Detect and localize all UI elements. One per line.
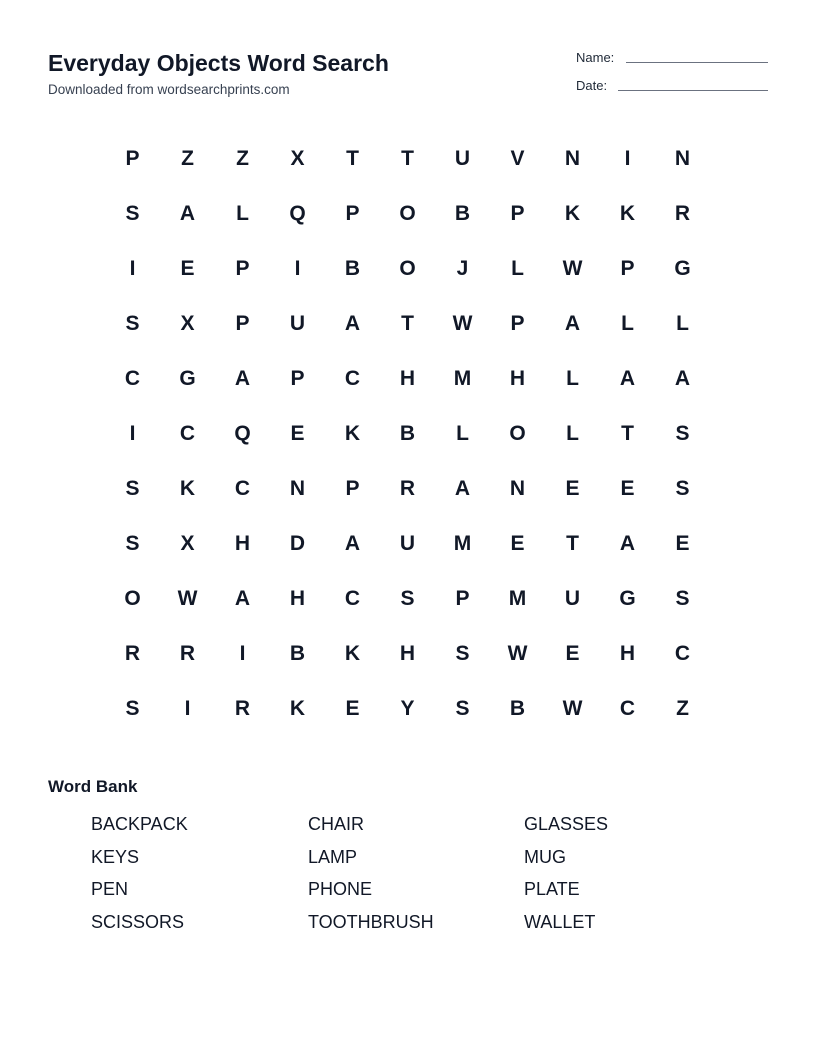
word-bank-item: PLATE bbox=[524, 879, 580, 899]
name-label: Name: bbox=[576, 50, 615, 65]
grid-letter: E bbox=[675, 531, 690, 555]
grid-letter: Z bbox=[181, 146, 194, 170]
word-bank-item: SCISSORS bbox=[91, 911, 185, 932]
grid-letter: C bbox=[674, 641, 691, 665]
grid-letter: E bbox=[290, 421, 305, 445]
grid-letter: S bbox=[125, 311, 140, 335]
grid-letter: A bbox=[234, 586, 251, 610]
grid-letter: R bbox=[399, 476, 416, 500]
word-bank-item: MUG bbox=[524, 846, 566, 867]
grid-letter: K bbox=[344, 641, 361, 665]
grid-letter: A bbox=[344, 531, 361, 555]
word-bank-item: BACKPACK bbox=[91, 814, 188, 834]
grid-letter: Q bbox=[289, 201, 306, 225]
grid-letter: M bbox=[508, 586, 527, 610]
grid-letter: L bbox=[566, 366, 579, 390]
word-bank-item: LAMP bbox=[308, 846, 358, 867]
grid-letter: S bbox=[125, 696, 140, 720]
grid-letter: N bbox=[564, 146, 581, 170]
grid-letter: P bbox=[345, 201, 360, 225]
grid-letter: W bbox=[452, 311, 473, 335]
grid-letter: A bbox=[234, 366, 251, 390]
grid-letter: A bbox=[564, 311, 581, 335]
grid-letter: R bbox=[124, 641, 141, 665]
grid-letter: D bbox=[289, 531, 306, 555]
grid-letter: A bbox=[674, 366, 691, 390]
grid-letter: U bbox=[289, 311, 306, 335]
grid-letter: M bbox=[453, 366, 472, 390]
grid-letter: E bbox=[620, 476, 635, 500]
grid-letter: A bbox=[619, 531, 636, 555]
grid-letter: G bbox=[674, 256, 691, 280]
grid-letter: L bbox=[456, 421, 469, 445]
grid-letter: W bbox=[562, 256, 583, 280]
date-line bbox=[618, 90, 768, 91]
grid-letter: C bbox=[234, 476, 251, 500]
word-bank-item: CHAIR bbox=[308, 814, 365, 834]
grid-letter: R bbox=[674, 201, 691, 225]
grid-letter: O bbox=[399, 256, 416, 280]
word-bank-item: GLASSES bbox=[524, 814, 609, 834]
grid-letter: X bbox=[290, 146, 305, 170]
grid-letter: S bbox=[675, 586, 690, 610]
grid-letter: B bbox=[344, 256, 361, 280]
grid-letter: S bbox=[400, 586, 415, 610]
grid-letter: M bbox=[453, 531, 472, 555]
grid-letter: S bbox=[125, 531, 140, 555]
grid-letter: H bbox=[399, 366, 416, 390]
grid-letter: T bbox=[621, 421, 634, 445]
grid-letter: S bbox=[455, 696, 470, 720]
grid-letter: L bbox=[511, 256, 524, 280]
grid-letter: W bbox=[507, 641, 528, 665]
grid-letter: E bbox=[180, 256, 195, 280]
grid-letter: U bbox=[454, 146, 471, 170]
grid-letter: P bbox=[510, 201, 525, 225]
grid-letter: Q bbox=[234, 421, 251, 445]
grid-letter: V bbox=[510, 146, 525, 170]
grid-letter: P bbox=[125, 146, 140, 170]
grid-letter: U bbox=[399, 531, 416, 555]
source-subtitle: Downloaded from wordsearchprints.com bbox=[48, 82, 290, 97]
grid-letter: K bbox=[564, 201, 581, 225]
word-bank-item: TOOTHBRUSH bbox=[308, 911, 434, 932]
grid-letter: X bbox=[180, 531, 195, 555]
grid-letter: T bbox=[401, 311, 414, 335]
grid-letter: I bbox=[129, 421, 136, 445]
grid-letter: K bbox=[619, 201, 636, 225]
grid-letter: J bbox=[456, 256, 469, 280]
grid-letter: A bbox=[179, 201, 196, 225]
word-bank-list bbox=[91, 812, 741, 942]
word-bank-item: PHONE bbox=[308, 879, 373, 899]
grid-letter: E bbox=[510, 531, 525, 555]
grid-letter: O bbox=[124, 586, 141, 610]
grid-letter: N bbox=[674, 146, 691, 170]
grid-letter: G bbox=[619, 586, 636, 610]
grid-letter: B bbox=[454, 201, 471, 225]
grid-letter: P bbox=[455, 586, 470, 610]
grid-letter: E bbox=[565, 476, 580, 500]
grid-letter: P bbox=[235, 311, 250, 335]
grid-letter: P bbox=[235, 256, 250, 280]
grid-letter: H bbox=[234, 531, 251, 555]
grid-letter: Z bbox=[676, 696, 689, 720]
grid-letter: Y bbox=[400, 696, 415, 720]
grid-letter: B bbox=[289, 641, 306, 665]
grid-letter: U bbox=[564, 586, 581, 610]
page-title: Everyday Objects Word Search bbox=[48, 50, 389, 76]
grid-letter: T bbox=[401, 146, 414, 170]
grid-letter: O bbox=[509, 421, 526, 445]
grid-letter: P bbox=[290, 366, 305, 390]
grid-letter: G bbox=[179, 366, 196, 390]
grid-letter: L bbox=[236, 201, 249, 225]
word-bank-item: WALLET bbox=[524, 911, 596, 932]
grid-letter: W bbox=[177, 586, 198, 610]
grid-letter: I bbox=[294, 256, 301, 280]
word-bank-item: KEYS bbox=[91, 846, 140, 867]
grid-letter: H bbox=[509, 366, 526, 390]
grid-letter: C bbox=[619, 696, 636, 720]
grid-letter: B bbox=[509, 696, 526, 720]
name-line bbox=[626, 62, 768, 63]
word-bank-item: PEN bbox=[91, 879, 129, 899]
grid-letter: I bbox=[184, 696, 191, 720]
grid-letter: S bbox=[675, 476, 690, 500]
grid-letter: E bbox=[345, 696, 360, 720]
grid-letter: W bbox=[562, 696, 583, 720]
grid-letter: A bbox=[619, 366, 636, 390]
grid-letter: R bbox=[179, 641, 196, 665]
grid-letter: C bbox=[124, 366, 141, 390]
grid-letter: P bbox=[345, 476, 360, 500]
grid-letter: A bbox=[344, 311, 361, 335]
grid-letter: C bbox=[344, 586, 361, 610]
grid-letter: E bbox=[565, 641, 580, 665]
grid-letter: S bbox=[455, 641, 470, 665]
grid-letter: P bbox=[620, 256, 635, 280]
grid-letter: C bbox=[179, 421, 196, 445]
date-label: Date: bbox=[576, 78, 608, 93]
grid-letter: N bbox=[509, 476, 526, 500]
grid-letter: K bbox=[344, 421, 361, 445]
grid-letter: I bbox=[239, 641, 246, 665]
grid-letter: K bbox=[289, 696, 306, 720]
grid-letter: T bbox=[346, 146, 359, 170]
grid-letter: B bbox=[399, 421, 416, 445]
grid-letter: H bbox=[289, 586, 306, 610]
grid-letter: L bbox=[621, 311, 634, 335]
grid-letter: S bbox=[675, 421, 690, 445]
grid-letter: K bbox=[179, 476, 196, 500]
grid-letter: I bbox=[129, 256, 136, 280]
word-bank-heading: Word Bank bbox=[48, 777, 138, 796]
grid-letter: L bbox=[676, 311, 689, 335]
grid-letter: X bbox=[180, 311, 195, 335]
grid-letter: S bbox=[125, 476, 140, 500]
grid-letter: A bbox=[454, 476, 471, 500]
grid-letter: R bbox=[234, 696, 251, 720]
grid-letter: C bbox=[344, 366, 361, 390]
grid-letter: O bbox=[399, 201, 416, 225]
grid-letter: I bbox=[624, 146, 631, 170]
grid-letter: N bbox=[289, 476, 306, 500]
grid-letter: H bbox=[619, 641, 636, 665]
grid-letter: S bbox=[125, 201, 140, 225]
grid-letter: T bbox=[566, 531, 579, 555]
grid-letter: Z bbox=[236, 146, 249, 170]
letter-grid bbox=[105, 131, 710, 736]
grid-letter: P bbox=[510, 311, 525, 335]
grid-letter: H bbox=[399, 641, 416, 665]
grid-letter: L bbox=[566, 421, 579, 445]
